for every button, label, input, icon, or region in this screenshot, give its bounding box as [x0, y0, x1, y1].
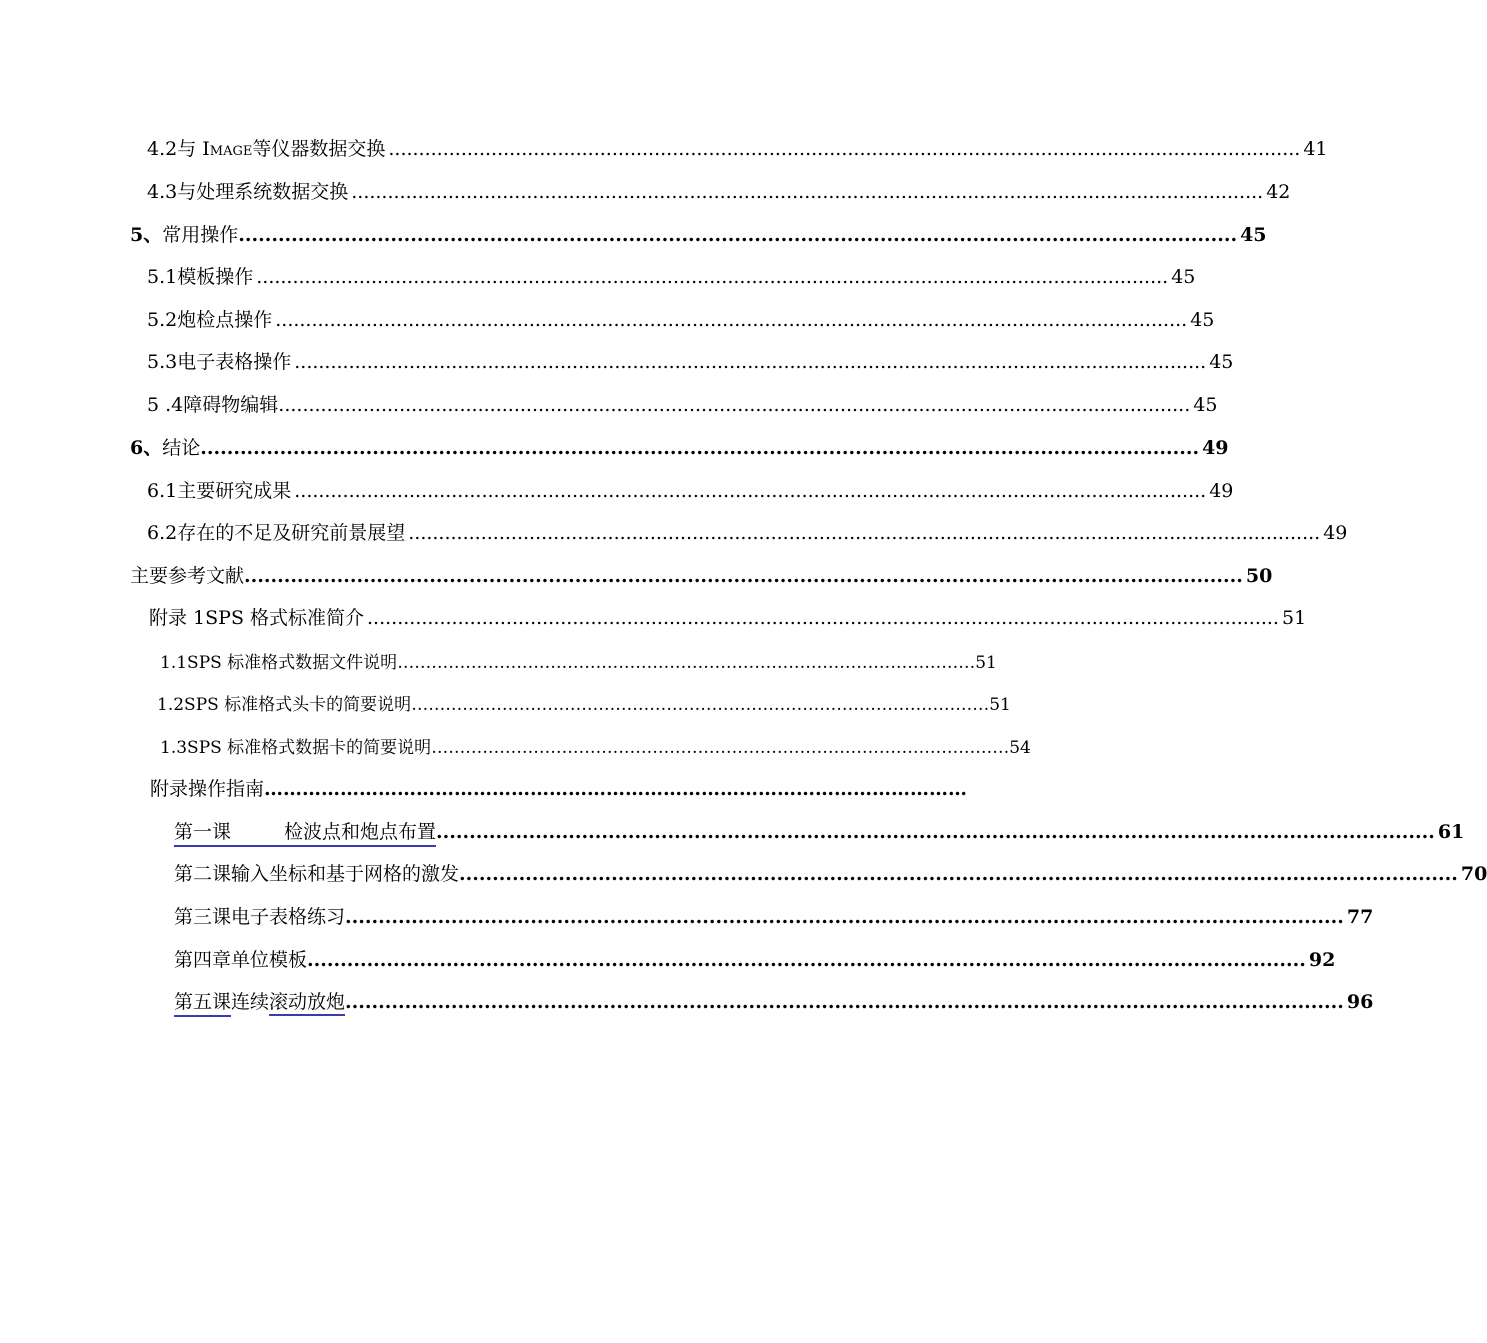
- toc-entry-title: 结论: [162, 437, 201, 459]
- toc-entry-title: 模板操作: [177, 266, 254, 288]
- toc-entry-page: 51: [975, 653, 997, 673]
- toc-entry-title: 输入坐标和基于网格的激发: [231, 863, 460, 885]
- dot-leader: .......................................................................................................................................................: [436, 821, 1435, 843]
- toc-entry-title: SPS 标准格式数据卡的简要说明: [187, 738, 432, 758]
- toc-entry-page: 51: [1281, 607, 1307, 629]
- dot-leader: .......................................................................................................................................................: [459, 863, 1458, 885]
- toc-entry-number: 5.1: [147, 266, 178, 288]
- toc-entry-title: SPS 格式标准简介: [205, 607, 364, 629]
- toc-entry-title: 常用操作: [162, 224, 239, 246]
- toc-entry[interactable]: [147, 479, 1234, 503]
- toc-entry-page: 96: [1346, 991, 1374, 1013]
- toc-entry-number: 第三课: [174, 906, 232, 928]
- toc-entry-title: 连续滚动放炮: [231, 990, 345, 1014]
- toc-entry-link[interactable]: [174, 990, 231, 1017]
- toc-entry-title: SPS 标准格式数据文件说明: [187, 653, 398, 673]
- dot-leader: …………………………………………………………………………………………: [411, 695, 990, 715]
- toc-entry[interactable]: [174, 905, 1374, 929]
- toc-entry-number: 5.3: [147, 351, 178, 373]
- dot-leader: .......................................................................................................................................................: [256, 266, 1169, 288]
- toc-entry-number: 第四章: [174, 949, 232, 971]
- toc-entry-title: 存在的不足及研究前景展望: [177, 522, 406, 544]
- toc-entry[interactable]: [174, 990, 1374, 1017]
- toc-entry[interactable]: [147, 350, 1234, 374]
- toc-entry-title: 主要研究成果: [177, 480, 292, 502]
- toc-entry-page: 92: [1308, 949, 1336, 971]
- toc-entry-page: 49: [1202, 437, 1229, 459]
- toc-entry[interactable]: [147, 393, 1218, 417]
- dot-leader: .......................................................................................................................................................: [388, 138, 1301, 160]
- toc-entry[interactable]: [160, 651, 997, 675]
- dot-leader: .......................................................................................................................................................: [367, 607, 1279, 629]
- toc-entry[interactable]: [130, 564, 1273, 588]
- toc-entry-number: 第二课: [174, 863, 232, 885]
- toc-entry-link[interactable]: 滚动放炮: [269, 991, 345, 1016]
- toc-entry-title: 检波点和炮点布置: [284, 821, 437, 843]
- toc-entry[interactable]: [147, 180, 1291, 204]
- toc-entry-number: 6.2: [147, 522, 178, 544]
- dot-leader: .......................................................................................................................................................: [200, 437, 1200, 459]
- toc-entry[interactable]: [150, 777, 968, 801]
- dot-leader: .......................................................................................................................................................: [307, 949, 1306, 971]
- toc-entry[interactable]: [160, 736, 1031, 760]
- toc-entry-title: 操作指南: [188, 778, 265, 800]
- toc-entry-number: 1.2: [157, 695, 185, 715]
- toc-entry-title: 与 IMAGE等仪器数据交换: [177, 138, 386, 160]
- toc-entry[interactable]: [174, 948, 1336, 972]
- toc-entry-page: 77: [1346, 906, 1374, 928]
- toc-entry-number: 5.2: [147, 309, 178, 331]
- toc-entry-title: 电子表格练习: [231, 906, 346, 928]
- toc-entry-page: 45: [1209, 351, 1234, 373]
- dot-leader: .......................................................................................................................................................: [408, 522, 1321, 544]
- toc-entry[interactable]: [130, 223, 1267, 247]
- toc-entry-link[interactable]: [174, 820, 436, 847]
- toc-entry-title: 单位模板: [231, 949, 308, 971]
- toc-entry-number: 附录: [150, 778, 189, 800]
- toc-entry-page: 70: [1460, 863, 1487, 885]
- toc-entry-page: 45: [1190, 309, 1215, 331]
- toc-entry-page: 49: [1209, 480, 1234, 502]
- toc-entry-number: 6、: [130, 437, 163, 459]
- toc-entry-page: 45: [1171, 266, 1196, 288]
- toc-entry-page: 54: [1009, 738, 1031, 758]
- toc-entry-title: SPS 标准格式头卡的简要说明: [184, 695, 412, 715]
- toc-entry[interactable]: [147, 265, 1196, 289]
- dot-leader: .......................................................................................................................................................: [351, 181, 1264, 203]
- toc-entry-title: 炮检点操作: [177, 309, 273, 331]
- dot-leader: .......................................................................................................................................................: [238, 224, 1238, 246]
- toc-entry[interactable]: [147, 521, 1348, 545]
- toc-entry-number: 5 .4: [147, 394, 184, 416]
- toc-entry[interactable]: [149, 606, 1307, 630]
- toc-entry[interactable]: [130, 436, 1229, 460]
- toc-entry-title: 电子表格操作: [177, 351, 292, 373]
- toc-entry-title: 障碍物编辑: [183, 394, 279, 416]
- toc-entry[interactable]: [147, 137, 1328, 164]
- toc-entry-page: 41: [1303, 138, 1328, 160]
- dot-leader: …………………………………………………………………………………………: [431, 738, 1010, 758]
- toc-entry-number: 4.2: [147, 138, 178, 160]
- toc-entry-page: 49: [1323, 522, 1348, 544]
- toc-entry-number: 第五课: [174, 991, 232, 1013]
- dot-leader: …………………………………………………………………………………………………: [264, 778, 968, 800]
- dot-leader: .......................................................................................................................................................: [345, 991, 1344, 1013]
- dot-leader: …………………………………………………………………………………………: [397, 653, 976, 673]
- dot-leader: .......................................................................................................................................................: [278, 394, 1191, 416]
- toc-entry-number: 5、: [130, 224, 163, 246]
- toc-entry-number: 6.1: [147, 480, 178, 502]
- dot-leader: .......................................................................................................................................................: [275, 309, 1188, 331]
- toc-entry-number: 1.1: [160, 653, 188, 673]
- toc-entry[interactable]: [157, 693, 1011, 717]
- toc-entry-page: 45: [1193, 394, 1218, 416]
- toc-entry-number: 1.3: [160, 738, 188, 758]
- toc-entry[interactable]: [147, 308, 1215, 332]
- toc-entry-page: 45: [1240, 224, 1267, 246]
- toc-entry-page: 42: [1266, 181, 1291, 203]
- toc-entry[interactable]: [174, 862, 1487, 886]
- toc-entry-page: 51: [989, 695, 1011, 715]
- toc-entry-page: 50: [1245, 565, 1273, 587]
- dot-leader: .......................................................................................................................................................: [294, 480, 1207, 502]
- toc-entry-number: 附录 1: [149, 607, 206, 629]
- toc-entry-title: 与处理系统数据交换: [177, 181, 349, 203]
- toc-entry-page: 61: [1437, 821, 1465, 843]
- dot-leader: .......................................................................................................................................................: [244, 565, 1243, 587]
- toc-entry-number: 4.3: [147, 181, 178, 203]
- dot-leader: .......................................................................................................................................................: [345, 906, 1344, 928]
- toc-entry[interactable]: [174, 820, 1465, 847]
- toc-entry-title: 主要参考文献: [130, 565, 245, 587]
- toc-entry-number: 第一课: [174, 821, 232, 843]
- dot-leader: .......................................................................................................................................................: [294, 351, 1207, 373]
